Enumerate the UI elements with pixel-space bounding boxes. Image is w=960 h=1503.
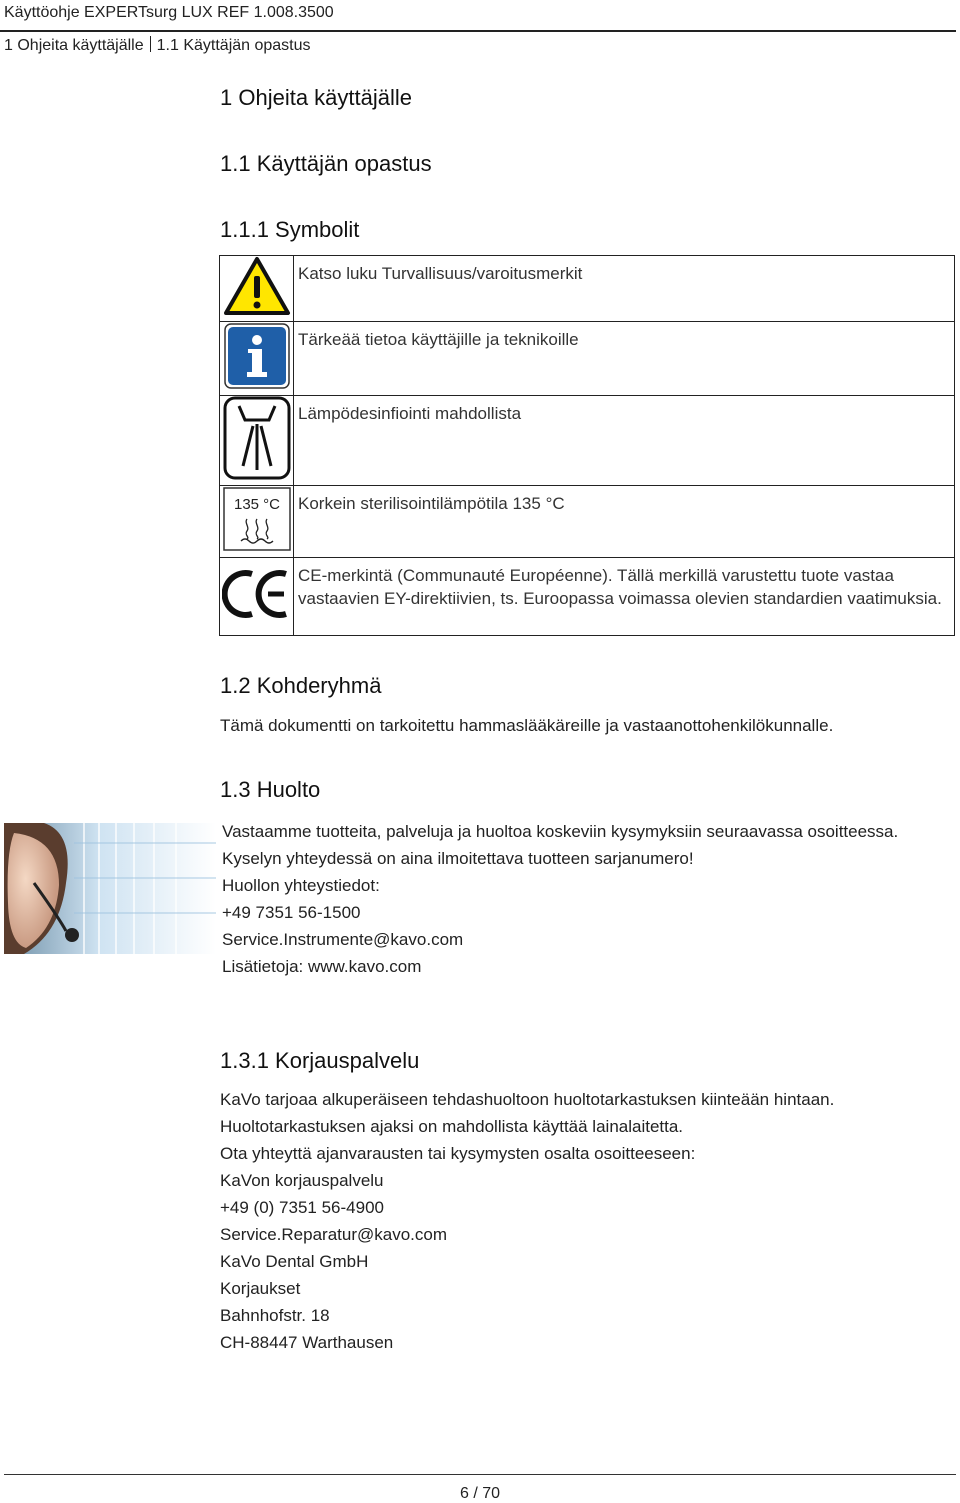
footer-rule [4, 1474, 956, 1475]
sterilization-temp-label: 135 °C [233, 496, 280, 513]
breadcrumb-item-1: 1 Ohjeita käyttäjälle [4, 37, 144, 54]
symbol-cell [220, 256, 294, 322]
header-rule [0, 30, 956, 32]
symbol-description: Lämpödesinfiointi mahdollista [294, 396, 955, 486]
huolto-line: Huollon yhteystiedot: [222, 876, 380, 895]
ce-mark-icon [222, 566, 292, 622]
huolto-website[interactable]: Lisätietoja: www.kavo.com [222, 957, 422, 976]
symbol-description: Tärkeää tietoa käyttäjille ja teknikoille [294, 322, 955, 396]
huolto-email[interactable]: Service.Instrumente@kavo.com [222, 930, 464, 949]
symbol-row-thermal-disinfection [220, 396, 955, 486]
service-agent-photo [4, 823, 216, 954]
heading-ohjeita-kayttajalle: 1 Ohjeita käyttäjälle [220, 85, 412, 110]
korjaus-line: Ota yhteyttä ajanvarausten tai kysymysten osalta osoitteeseen: [220, 1144, 696, 1163]
symbol-description: Korkein sterilisointilämpötila 135 °C [294, 486, 955, 558]
korjaus-email[interactable]: Service.Reparatur@kavo.com [220, 1225, 448, 1244]
symbol-description: CE-merkintä (Communauté Européenne). Tällä merkillä varustettu tuote vastaa vastaavien EY-direktiivien, ts. Euroopassa voimassa olevien standardien vaatimuksia. [294, 558, 955, 636]
symbol-row-ce-mark [220, 558, 955, 636]
huolto-contact-block [222, 818, 952, 980]
symbol-cell [220, 322, 294, 396]
korjaus-line: KaVo tarjoaa alkuperäiseen tehdashuoltoon huoltotarkastuksen kiinteään hintaan. [220, 1090, 835, 1109]
symbol-cell [220, 396, 294, 486]
symbol-row-warning [220, 256, 955, 322]
korjaus-phone: +49 (0) 7351 56-4900 [220, 1198, 384, 1217]
warning-triangle-icon [223, 256, 291, 316]
breadcrumb-separator [150, 36, 151, 52]
heading-symbolit: 1.1.1 Symbolit [220, 217, 360, 242]
breadcrumb-item-2: 1.1 Käyttäjän opastus [156, 37, 311, 54]
symbol-row-sterilization [220, 486, 955, 558]
symbols-table [219, 255, 955, 636]
heading-huolto: 1.3 Huolto [220, 777, 321, 802]
korjauspalvelu-block [220, 1086, 950, 1356]
korjaus-line: KaVon korjauspalvelu [220, 1171, 384, 1190]
sterilization-135-icon [223, 487, 291, 551]
korjaus-line: Bahnhofstr. 18 [220, 1306, 330, 1325]
breadcrumb [4, 36, 311, 55]
document-title: Käyttöohje EXPERTsurg LUX REF 1.008.3500 [4, 4, 334, 21]
heading-korjauspalvelu: 1.3.1 Korjauspalvelu [220, 1048, 420, 1073]
kohderyhma-text: Tämä dokumentti on tarkoitettu hammaslääkäreille ja vastaanottohenkilökunnalle. [220, 716, 834, 735]
symbol-row-info [220, 322, 955, 396]
page-number: 6 / 70 [459, 1485, 501, 1502]
thermal-disinfection-icon [223, 396, 291, 480]
korjaus-line: Korjaukset [220, 1279, 301, 1298]
information-icon [224, 323, 290, 389]
huolto-line: Vastaamme tuotteita, palveluja ja huoltoa koskeviin kysymyksiin seuraavassa osoitteessa. [222, 822, 899, 841]
korjaus-line: CH-88447 Warthausen [220, 1333, 394, 1352]
symbol-cell [220, 558, 294, 636]
heading-kayttajan-opastus: 1.1 Käyttäjän opastus [220, 151, 432, 176]
huolto-line: Kyselyn yhteydessä on aina ilmoitettava tuotteen sarjanumero! [222, 849, 694, 868]
korjaus-line: KaVo Dental GmbH [220, 1252, 369, 1271]
symbol-cell [220, 486, 294, 558]
korjaus-line: Huoltotarkastuksen ajaksi on mahdollista käyttää lainalaitetta. [220, 1117, 684, 1136]
heading-kohderyhma: 1.2 Kohderyhmä [220, 673, 382, 698]
symbol-description: Katso luku Turvallisuus/varoitusmerkit [294, 256, 955, 322]
huolto-phone: +49 7351 56-1500 [222, 903, 361, 922]
